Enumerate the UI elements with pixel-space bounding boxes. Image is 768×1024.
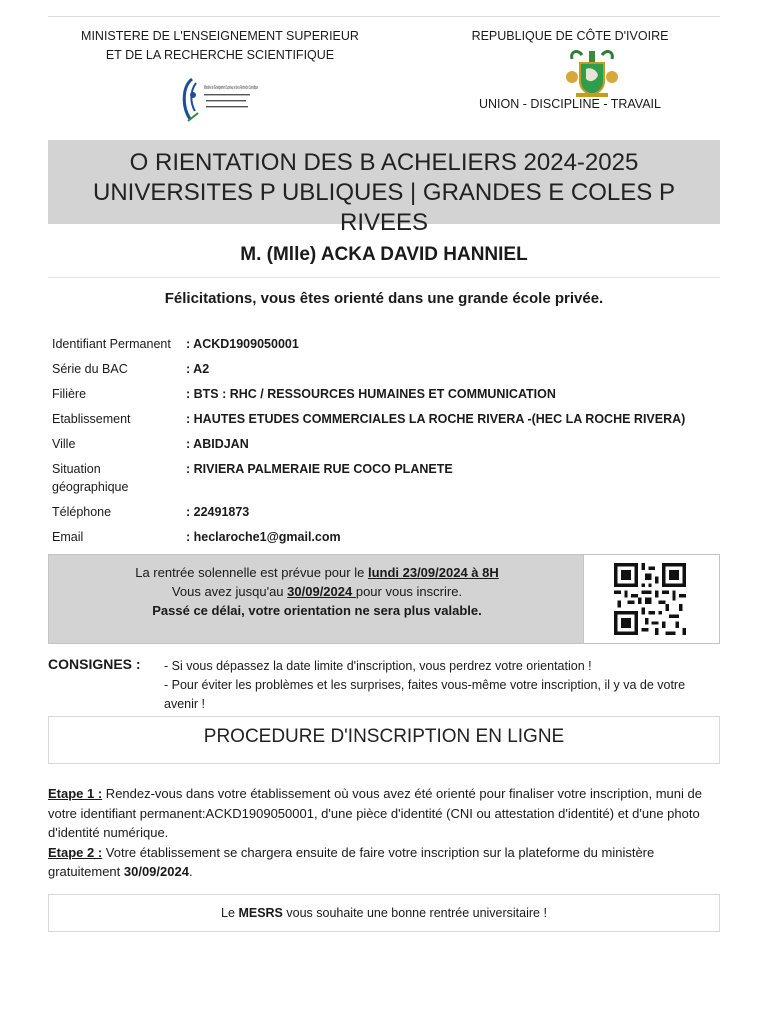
info-value: : RIVIERA PALMERAIE RUE COCO PLANETE xyxy=(186,462,453,476)
info-row xyxy=(48,332,720,357)
info-label: Téléphone xyxy=(52,505,112,519)
info-row xyxy=(48,432,720,457)
title-banner xyxy=(48,140,720,236)
info-label: Etablissement xyxy=(52,412,131,426)
notice-line-1-prefix: La rentrée solennelle est prévue pour le xyxy=(135,565,368,580)
info-row xyxy=(48,357,720,382)
consignes-title: CONSIGNES : xyxy=(48,656,141,672)
info-value: : BTS : RHC / RESSOURCES HUMAINES ET COMMUNICATION xyxy=(186,387,556,401)
ministry-line-1: MINISTERE DE L'ENSEIGNEMENT SUPERIEUR xyxy=(81,29,359,43)
congratulations-message: Félicitations, vous êtes orienté dans une grande école privée. xyxy=(164,290,604,307)
info-value: : HAUTES ETUDES COMMERCIALES LA ROCHE RIVERA -(HEC LA ROCHE RIVERA) xyxy=(186,412,686,426)
info-label: Filière xyxy=(52,387,87,401)
info-row xyxy=(48,500,720,525)
info-label: Ville xyxy=(52,437,76,451)
info-row xyxy=(48,525,720,550)
info-row xyxy=(48,382,720,407)
consignes-section xyxy=(48,656,720,712)
info-value: : 22491873 xyxy=(186,505,250,519)
document-header xyxy=(48,17,720,137)
notice-text xyxy=(49,563,585,620)
banner-title-line-2: UNIVERSITES P UBLIQUES | GRANDES E COLES P RIVEES xyxy=(93,179,675,236)
info-label: Identifiant Permanent xyxy=(52,337,171,351)
notice-line-2-prefix: Vous avez jusqu'au xyxy=(171,584,288,599)
rentree-notice xyxy=(48,554,720,644)
consigne-item: - Pour éviter les problèmes et les surprises, faites vous-même votre inscription, il y va de votre avenir ! xyxy=(164,678,686,711)
footer-message xyxy=(48,894,720,932)
info-label: Email xyxy=(52,530,84,544)
step-2 xyxy=(48,843,720,882)
notice-warning: Passé ce délai, votre orientation ne sera plus valable. xyxy=(152,603,482,618)
step-1 xyxy=(48,784,720,843)
step-2-label: Etape 2 : xyxy=(48,844,103,860)
consigne-item: - Si vous dépassez la date limite d'inscription, vous perdrez votre orientation ! xyxy=(164,659,592,673)
ministry-line-2: ET DE LA RECHERCHE SCIENTIFIQUE xyxy=(105,48,335,62)
deadline-date: 30/09/2024 xyxy=(287,584,356,599)
student-info-table xyxy=(48,332,720,550)
procedure-steps xyxy=(48,784,720,882)
republic-name: REPUBLIQUE DE CÔTE D'IVOIRE xyxy=(471,29,669,43)
step-1-label: Etape 1 : xyxy=(48,786,103,801)
consignes-list xyxy=(164,657,720,714)
info-label: Situation géographique xyxy=(52,462,129,494)
info-row xyxy=(48,407,720,432)
step-2-date: 30/09/2024 xyxy=(123,864,189,879)
notice-line-1 xyxy=(49,563,585,582)
ministry-logo-icon xyxy=(180,73,262,127)
ministry-logo-text: Ministère de l'Enseignement Supérieur et de la Recherche Scientifique xyxy=(204,85,259,91)
procedure-title: PROCEDURE D'INSCRIPTION EN LIGNE xyxy=(48,716,720,764)
qr-panel xyxy=(583,555,719,643)
banner-title-line-1: O RIENTATION DES B ACHELIERS 2024-2025 xyxy=(129,149,639,176)
footer-prefix: Le xyxy=(221,905,239,920)
info-value: : A2 xyxy=(186,362,210,376)
notice-line-2 xyxy=(49,582,585,601)
rentree-date: lundi 23/09/2024 à 8H xyxy=(367,565,499,580)
student-name: M. (Mlle) ACKA DAVID HANNIEL xyxy=(48,240,720,278)
step-1-text: Rendez-vous dans votre établissement où vous avez été orienté pour finaliser votre inscription, muni de votre identifiant permanent:ACKD1909050001, d'une pièce d'identité (CNI ou attestation d'identité) et d'une photo d'identité numérique. xyxy=(48,786,702,840)
orientation-document xyxy=(48,16,720,932)
republic-motto: UNION - DISCIPLINE - TRAVAIL xyxy=(479,97,661,111)
step-2-text: Votre établissement se chargera ensuite de faire votre inscription sur la plateforme du ministère gratuitement xyxy=(48,844,655,879)
footer-suffix: vous souhaite une bonne rentrée universitaire ! xyxy=(282,905,547,920)
step-2-end: . xyxy=(188,864,193,879)
info-row xyxy=(48,457,720,500)
coat-of-arms-icon xyxy=(562,47,622,99)
footer-org: MESRS xyxy=(238,905,283,920)
ministry-name xyxy=(48,27,392,65)
info-value: : ACKD1909050001 xyxy=(186,337,299,351)
info-label: Série du BAC xyxy=(52,362,128,376)
info-value: : heclaroche1@gmail.com xyxy=(186,530,341,544)
qr-code-icon xyxy=(612,563,688,635)
info-value: : ABIDJAN xyxy=(186,437,249,451)
notice-line-2-suffix: pour vous inscrire. xyxy=(355,584,463,599)
